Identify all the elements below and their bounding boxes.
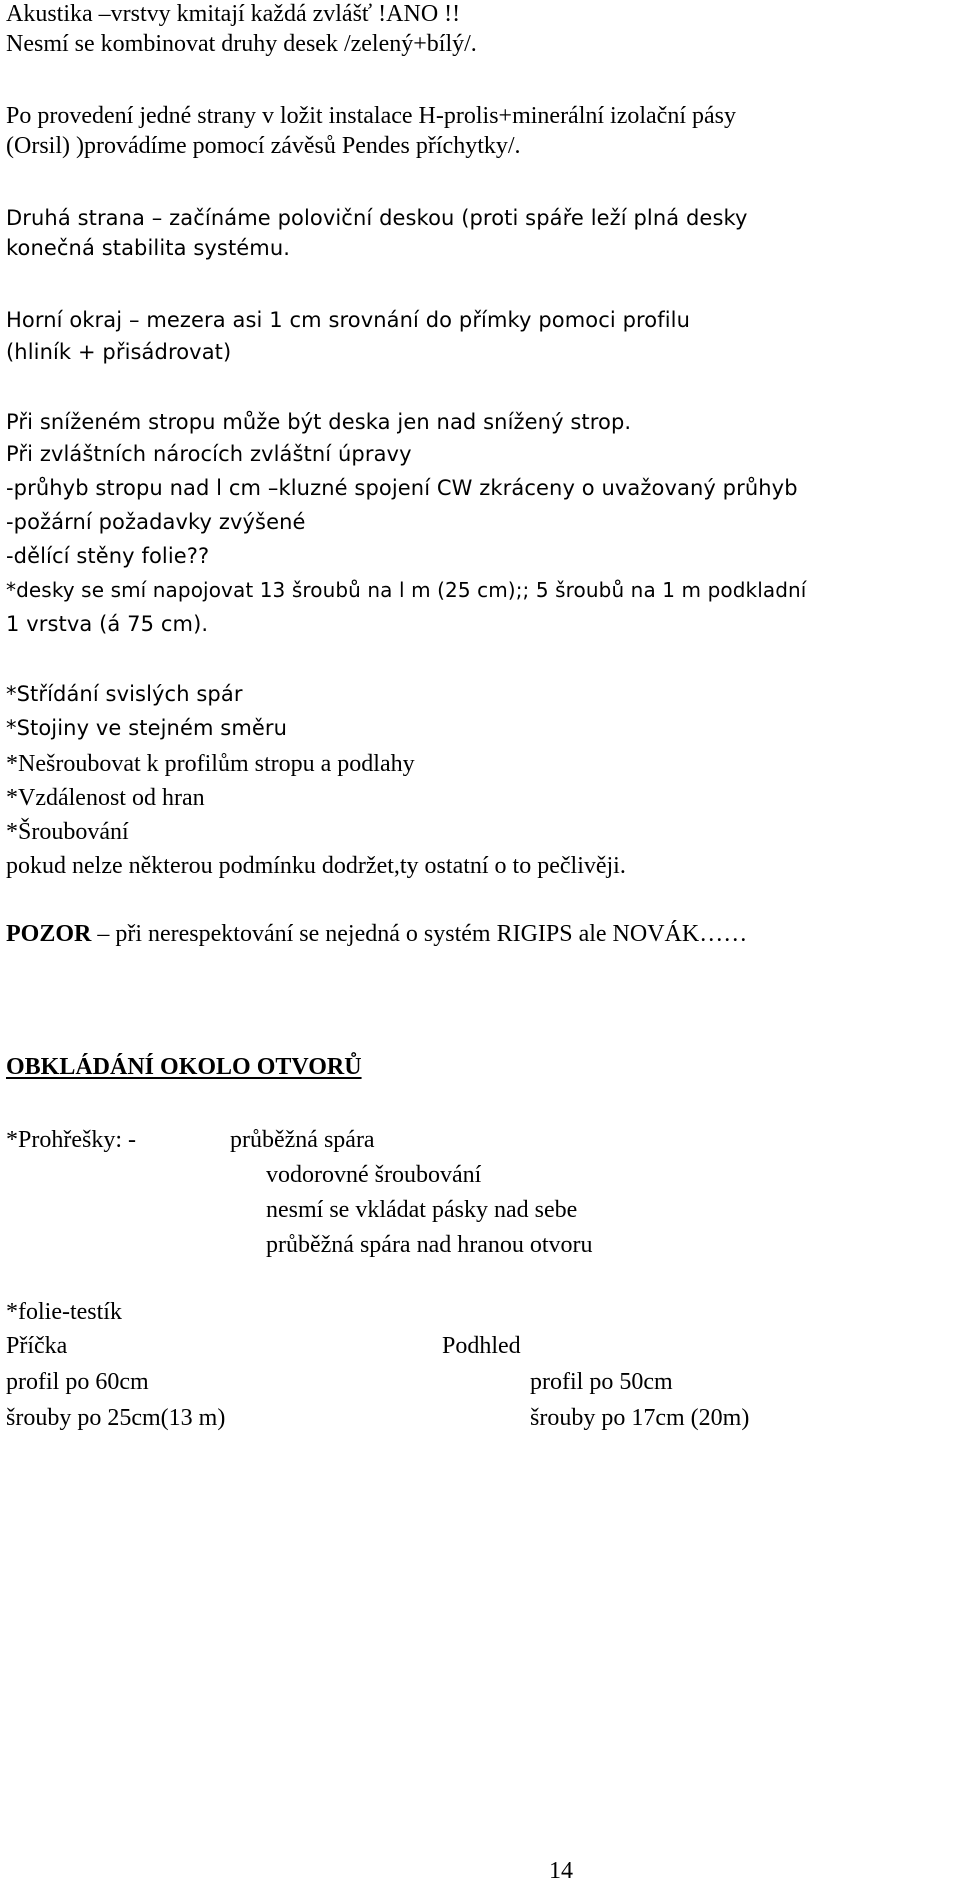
right-column-profile: profil po 50cm	[530, 1369, 673, 1395]
rule-item: *Šroubování	[6, 819, 129, 845]
left-column-title: Příčka	[6, 1333, 68, 1359]
text-line: Nesmí se kombinovat druhy desek /zelený+bílý/.	[6, 31, 477, 57]
fault-item: nesmí se vkládat pásky nad sebe	[266, 1197, 578, 1223]
warning-line	[6, 922, 747, 946]
rule-item: *Stojiny ve stejném směru	[6, 716, 288, 740]
faults-label: *Prohřešky: -	[6, 1127, 136, 1153]
rule-item: *Nešroubovat k profilům stropu a podlahy	[6, 751, 415, 777]
text-line: (hliník + přisádrovat)	[6, 340, 232, 364]
warning-label: POZOR	[6, 921, 92, 947]
text-line: pokud nelze některou podmínku dodržet,ty ostatní o to pečlivěji.	[6, 853, 626, 879]
text-line: -průhyb stropu nad l cm –kluzné spojení CW zkráceny o uvažovaný průhyb	[6, 476, 798, 500]
fault-item: průběžná spára nad hranou otvoru	[266, 1232, 593, 1258]
fault-item: vodorovné šroubování	[266, 1162, 482, 1188]
fault-item: průběžná spára	[230, 1127, 375, 1153]
text-line: Akustika –vrstvy kmitají každá zvlášť !ANO !!	[6, 1, 461, 27]
text-line: *desky se smí napojovat 13 šroubů na l m (25 cm);; 5 šroubů na 1 m podkladní	[6, 578, 807, 602]
text-line: -dělící stěny folie??	[6, 544, 210, 568]
rule-item: *Střídání svislých spár	[6, 682, 243, 706]
text-line: -požární požadavky zvýšené	[6, 510, 306, 534]
left-column-screws: šrouby po 25cm(13 m)	[6, 1405, 226, 1431]
right-column-screws: šrouby po 17cm (20m)	[530, 1405, 750, 1431]
text-line: (Orsil) )provádíme pomocí závěsů Pendes příchytky/.	[6, 133, 521, 159]
text-line: Při sníženém stropu může být deska jen nad snížený strop.	[6, 410, 632, 434]
page-number: 14	[549, 1858, 573, 1884]
text-line: Při zvláštních nárocích zvláštní úpravy	[6, 442, 412, 466]
rule-item: *Vzdálenost od hran	[6, 785, 205, 811]
section-heading: OBKLÁDÁNÍ OKOLO OTVORŮ	[6, 1054, 362, 1080]
text-line: konečná stabilita systému.	[6, 236, 291, 260]
text-line: Druhá strana – začínáme poloviční deskou (proti spáře leží plná desky	[6, 206, 748, 230]
text-line: Po provedení jedné strany v ložit instalace H-prolis+minerální izolační pásy	[6, 103, 736, 129]
foil-note: *folie-testík	[6, 1299, 122, 1325]
right-column-title: Podhled	[442, 1333, 521, 1359]
text-line: 1 vrstva (á 75 cm).	[6, 612, 209, 636]
left-column-profile: profil po 60cm	[6, 1369, 149, 1395]
warning-text: – při nerespektování se nejedná o systém RIGIPS ale NOVÁK……	[91, 921, 748, 947]
text-line: Horní okraj – mezera asi 1 cm srovnání do přímky pomoci profilu	[6, 308, 691, 332]
